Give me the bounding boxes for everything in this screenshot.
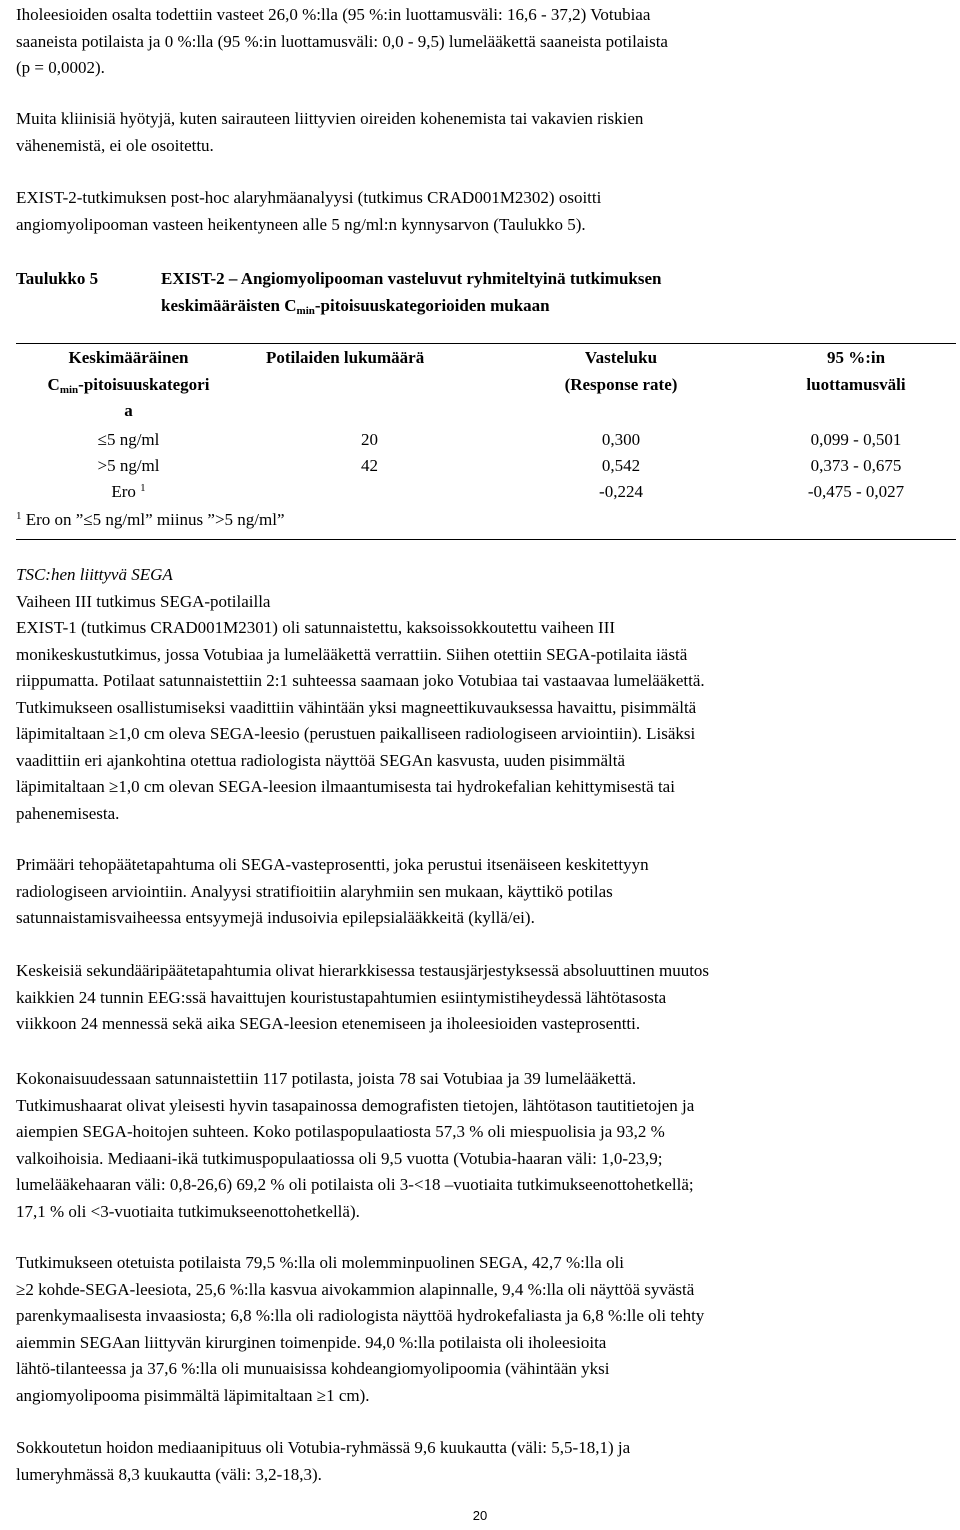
paragraph-patient-characteristics xyxy=(16,1250,704,1409)
section-sega xyxy=(16,562,705,827)
table-cell-category: >5 ng/ml xyxy=(97,456,160,475)
header-patient-count: Potilaiden lukumäärä xyxy=(266,348,425,367)
paragraph-treatment-duration xyxy=(16,1435,630,1488)
text-line: Primääri tehopäätetapahtuma oli SEGA-vasteprosentti, joka perustui itsenäiseen keskitettyyn xyxy=(16,855,649,874)
paragraph-exist2-posthoc xyxy=(16,185,601,238)
table-title xyxy=(161,266,661,319)
table-cell-ci: 0,099 - 0,501 xyxy=(810,430,902,449)
text-line: Sokkoutetun hoidon mediaanipituus oli Votubia-ryhmässä 9,6 kuukautta (väli: 5,5-18,1) ja xyxy=(16,1438,631,1457)
table-cell-count: 42 xyxy=(361,456,378,475)
text-line: Keskeisiä sekundääripäätetapahtumia olivat hierarkkisessa testausjärjestyksessä absoluuttinen muutos xyxy=(16,961,710,980)
paragraph-randomization xyxy=(16,1066,694,1225)
section-heading: TSC:hen liittyvä SEGA xyxy=(16,565,173,584)
text-line: radiologiseen arviointiin. Analyysi stratifioitiin alaryhmiin sen mukaan, käyttikö potilas xyxy=(16,881,613,901)
text-line: parenkymaalisesta invaasiosta; 6,8 %:lla oli radiologista näyttöä hydrokefaliasta ja 6,8 %:lle oli tehty xyxy=(16,1306,705,1325)
table-cell-category: Ero $^1$ xyxy=(111,482,146,501)
table-cell-count: 20 xyxy=(361,430,378,449)
text-line: EXIST-1 (tutkimus CRAD001M2301) oli satunnaistettu, kaksoissokkoutettu vaiheen III xyxy=(16,618,616,637)
header-concentration-category: Keskimääräinen $C_{min}$-pitoisuuskategori a xyxy=(47,348,210,420)
table-cell-rate: 0,300 xyxy=(601,430,641,449)
text-line: Iholeesioiden osalta todettiin vasteet 26,0 %:lla (95 %:in luottamusväli: 16,6 - 37,2) Votubiaa xyxy=(16,5,651,24)
table-cell-ci: 0,373 - 0,675 xyxy=(810,456,902,475)
text-line: pahenemisesta. xyxy=(16,803,120,823)
table-bottom-rule xyxy=(16,539,956,540)
table-cell-category: ≤5 ng/ml xyxy=(97,430,160,449)
table-top-rule xyxy=(16,343,956,344)
text-line: angiomyolipooman vasteen heikentyneen alle 5 ng/ml:n kynnysarvon (Taulukko 5). xyxy=(16,214,586,234)
page-number: 20 xyxy=(472,1508,488,1523)
text-line: vähenemistä, ei ole osoitettu. xyxy=(16,135,214,155)
paragraph-primary-endpoint xyxy=(16,852,649,932)
table-label: Taulukko 5 xyxy=(16,269,99,288)
text-line: aiemmin SEGAan liittyvän kirurginen toimenpide. 94,0 %:lla potilaista oli iholeesioita xyxy=(16,1332,607,1352)
text-line: vaadittiin eri ajankohtina otettua radiologista näyttöä SEGAn kasvusta, uuden pisimmältä xyxy=(16,750,626,770)
table-cell-ci: -0,475 - 0,027 xyxy=(807,482,905,501)
text-line: viikkoon 24 mennessä sekä aika SEGA-leesion etenemiseen ja iholeesioiden vasteprosentti. xyxy=(16,1014,641,1033)
table-cell-rate: 0,542 xyxy=(601,456,641,475)
text-line: Tutkimukseen osallistumiseksi vaadittiin vähintään yksi magneettikuvauksessa havaittu, pisimmältä xyxy=(16,697,697,717)
table-title-line: EXIST-2 – Angiomyolipooman vasteluvut ryhmiteltyinä tutkimuksen xyxy=(161,269,662,288)
text-line: läpimitaltaan ≥1,0 cm oleva SEGA-leesio (perustuen paikalliseen radiologiseen arviointiin). Lisäksi xyxy=(16,724,696,743)
paragraph-clinical-benefits xyxy=(16,106,643,159)
table-cell-rate: -0,224 xyxy=(599,482,643,501)
text-line: saaneista potilaista ja 0 %:lla (95 %:in luottamusväli: 0,0 - 9,5) lumelääkettä saaneista potilaista xyxy=(16,31,668,51)
header-confidence-interval: 95 %:in luottamusväli xyxy=(806,348,906,394)
paragraph-secondary-endpoints xyxy=(16,958,709,1038)
text-line: Kokonaisuudessaan satunnaistettiin 117 potilasta, joista 78 sai Votubiaa ja 39 lumelääkettä. xyxy=(16,1069,637,1088)
text-line: kaikkien 24 tunnin EEG:ssä havaittujen kouristustapahtumien esiintymistiheydessä lähtötasosta xyxy=(16,987,667,1007)
text-line: lumelääkehaaran väli: 0,8-26,6) 69,2 % oli potilaista oli 3-<18 –vuotiaita tutkimukseenottohetkellä; xyxy=(16,1175,694,1194)
text-line: lumeryhmässä 8,3 kuukautta (väli: 3,2-18,3). xyxy=(16,1464,322,1484)
text-line: Tutkimushaarat olivat yleisesti hyvin tasapainossa demografisten tietojen, lähtötason tautitietojen ja xyxy=(16,1095,695,1115)
text-line: monikeskustutkimus, jossa Votubiaa ja lumelääkettä verrattiin. Siihen otettiin SEGA-potilaita iästä xyxy=(16,644,688,664)
text-line: Muita kliinisiä hyötyjä, kuten sairauteen liittyvien oireiden kohenemista tai vakavien riskien xyxy=(16,109,644,128)
text-line: riippumatta. Potilaat satunnaistettiin 2:1 suhteessa saamaan joko Votubiaa tai vastaavaa lumelääkettä. xyxy=(16,671,705,690)
text-line: angiomyolipooma pisimmältä läpimitaltaan ≥1 cm). xyxy=(16,1385,370,1405)
header-response-rate: Vasteluku (Response rate) xyxy=(564,348,678,394)
table-footnote: $^1$ Ero on ”≤5 ng/ml” miinus ”>5 ng/ml” xyxy=(16,510,285,529)
text-line: aiempien SEGA-hoitojen suhteen. Koko potilaspopulaatiosta 57,3 % oli miespuolisia ja 93,2 % xyxy=(16,1122,665,1141)
text-line: valkoihoisia. Mediaani-ikä tutkimuspopulaatiossa oli 9,5 vuotta (Votubia-haaran väli: 1,0-23,9; xyxy=(16,1148,663,1168)
paragraph-skin-lesion-response xyxy=(16,2,668,82)
text-line: Tutkimukseen otetuista potilaista 79,5 %:lla oli molemminpuolinen SEGA, 42,7 %:lla oli xyxy=(16,1253,625,1272)
table-title-line: keskimääräisten $C_{min}$-pitoisuuskategorioiden mukaan xyxy=(161,295,550,317)
text-line: satunnaistamisvaiheessa entsyymejä indusoivia epilepsialääkkeitä (kyllä/ei). xyxy=(16,908,535,927)
text-line: 17,1 % oli <3-vuotiaita tutkimukseenottohetkellä). xyxy=(16,1201,360,1221)
text-line: Vaiheen III tutkimus SEGA-potilailla xyxy=(16,591,271,611)
text-line: EXIST-2-tutkimuksen post-hoc alaryhmäanalyysi (tutkimus CRAD001M2302) osoitti xyxy=(16,188,602,207)
text-line: läpimitaltaan ≥1,0 cm olevan SEGA-leesion ilmaantumisesta tai hydrokefalian kehittymisestä tai xyxy=(16,777,675,796)
text-line: (p = 0,0002). xyxy=(16,58,105,77)
text-line: lähtö-tilanteessa ja 37,6 %:lla oli munuaisissa kohdeangiomyolipoomia (vähintään yksi xyxy=(16,1359,610,1378)
text-line: ≥2 kohde-SEGA-leesiota, 25,6 %:lla kasvua aivokammion alapinnalle, 9,4 %:lla oli näyttöä syvästä xyxy=(16,1279,695,1299)
